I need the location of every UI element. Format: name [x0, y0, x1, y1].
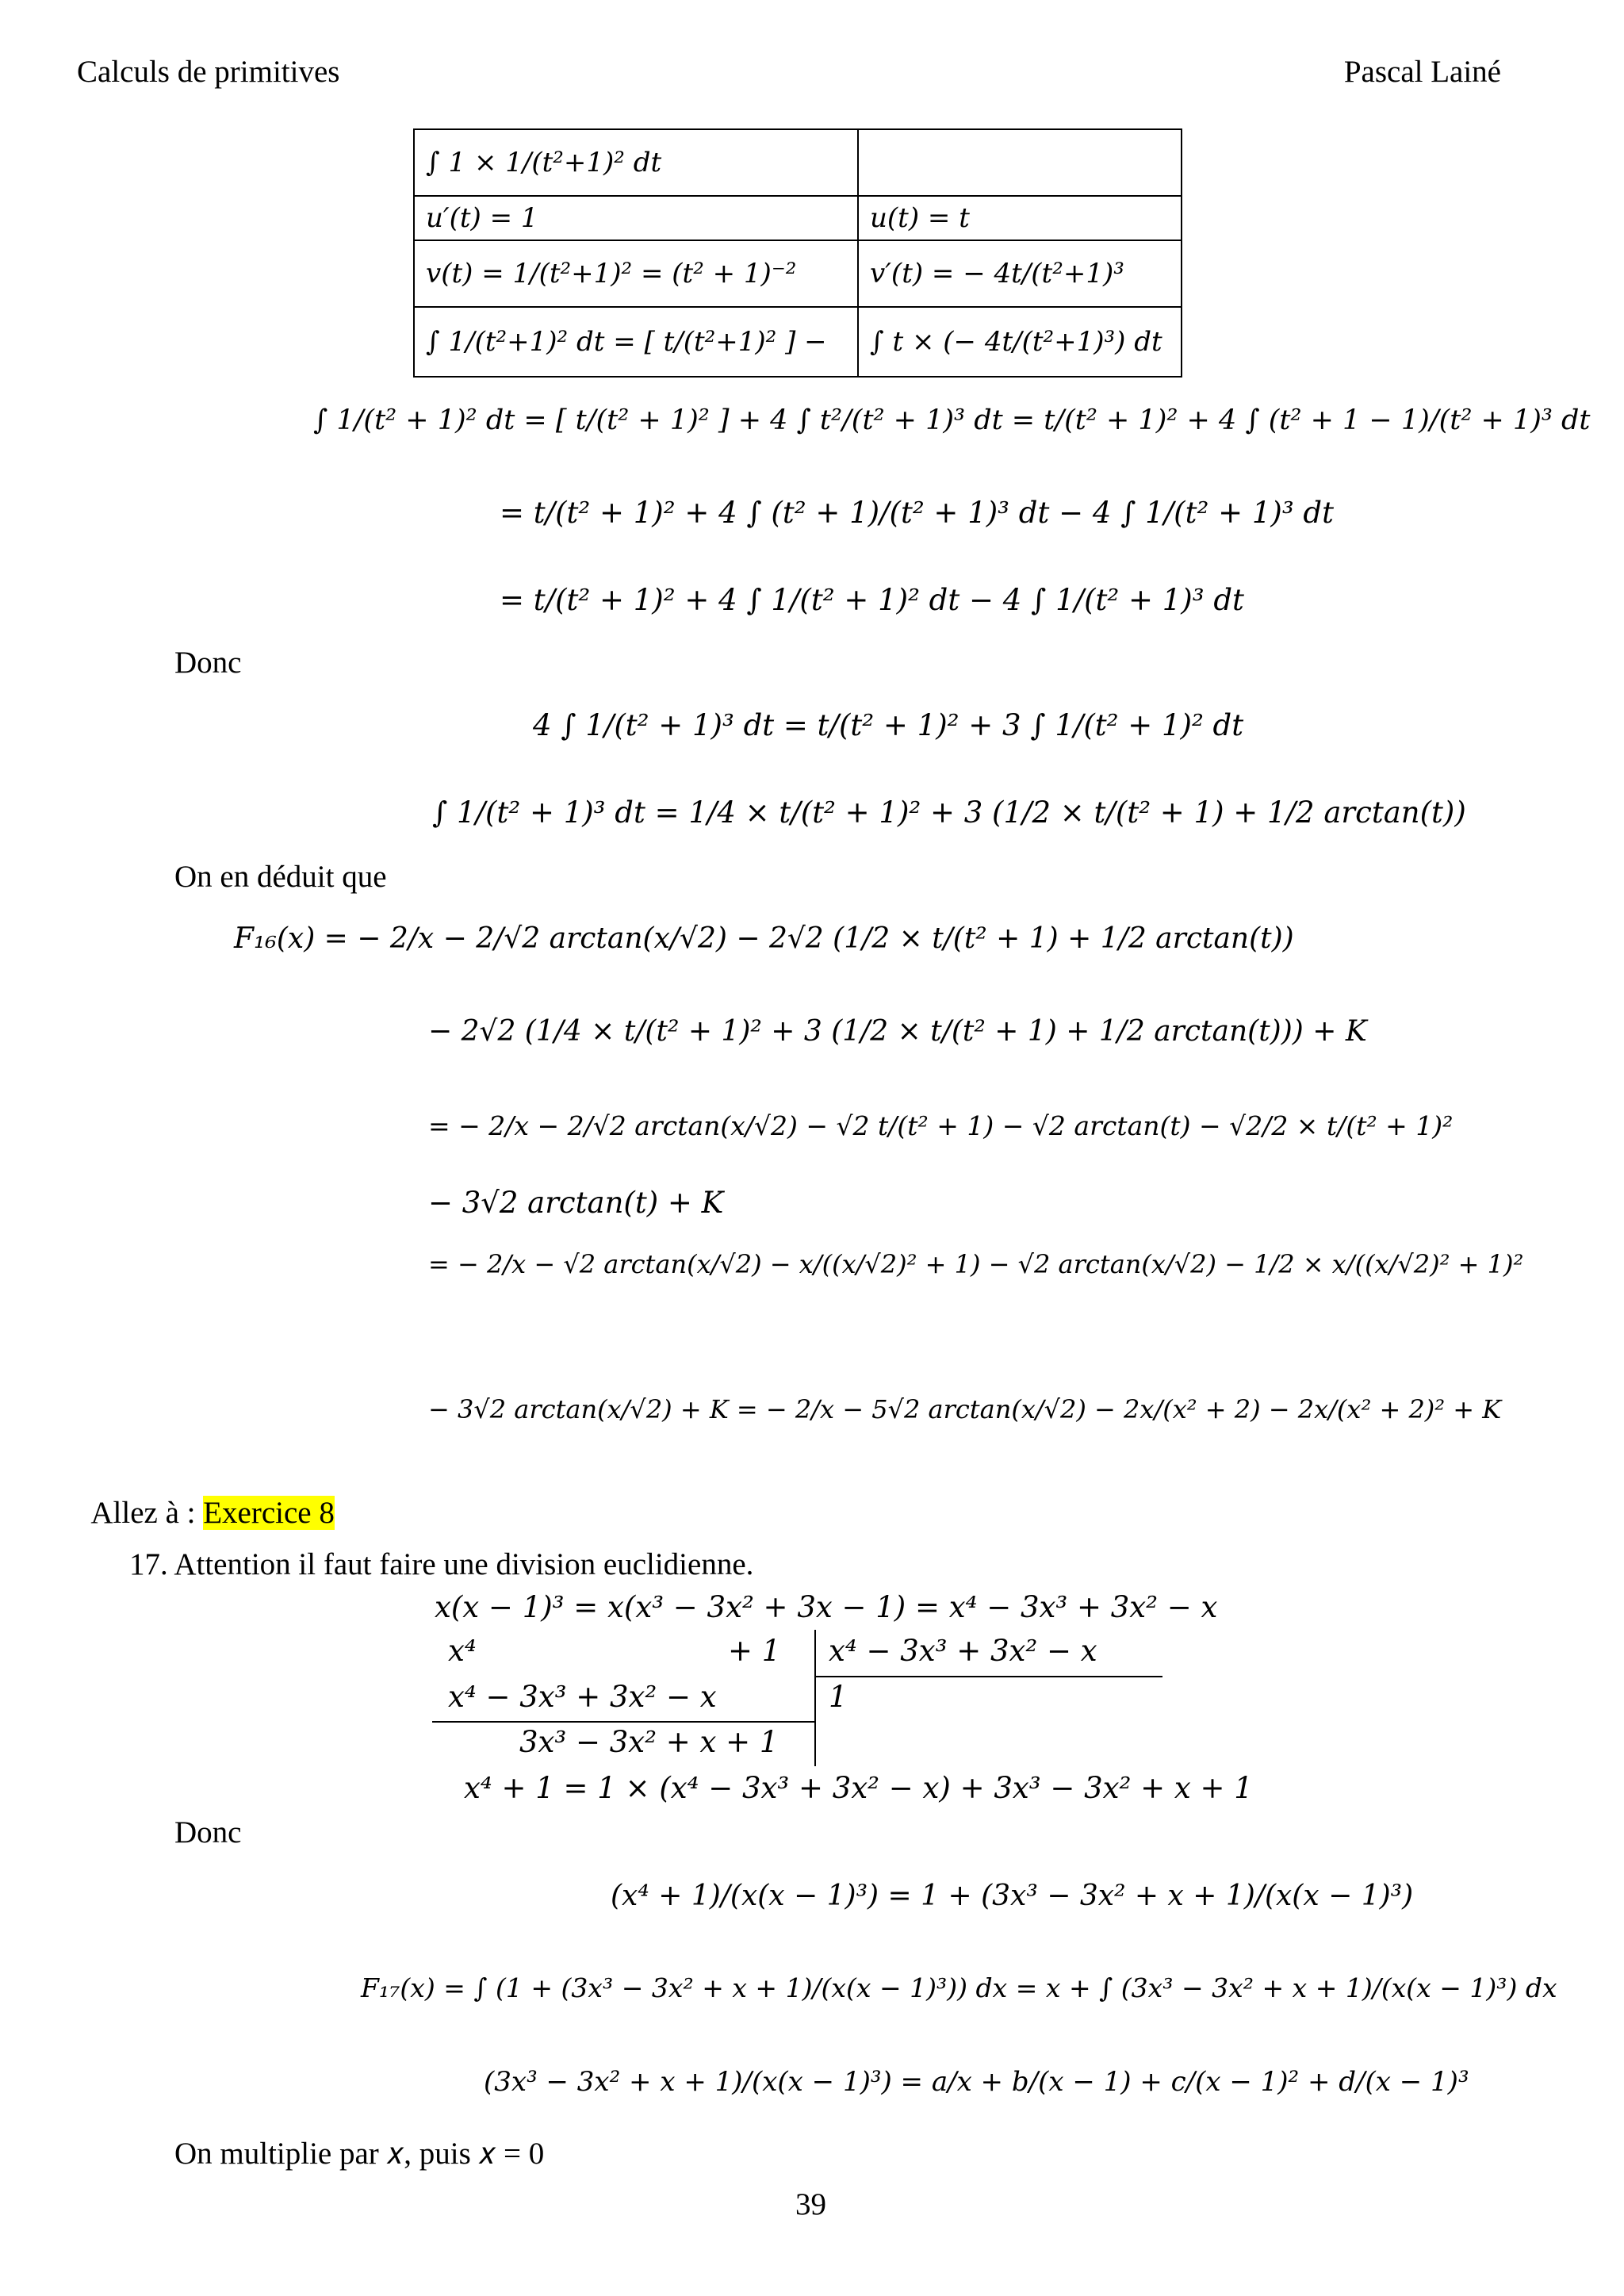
equation-line: 4 ∫ 1/(t² + 1)³ dt = t/(t² + 1)² + 3 ∫ 1/(t² + 1)² dt [533, 708, 1244, 742]
subtraction-rule [432, 1721, 816, 1723]
header-left: Calculs de primitives [77, 55, 340, 89]
division-identity: x⁴ + 1 = 1 × (x⁴ − 3x³ + 3x² − x) + 3x³ − 3x² + x + 1 [464, 1771, 1253, 1805]
header-right: Pascal Lainé [1343, 55, 1501, 89]
divisor-underline [816, 1676, 1162, 1677]
equation-line: (x⁴ + 1)/(x(x − 1)³) = 1 + (3x³ − 3x² + x + 1)/(x(x − 1)³) [611, 1880, 1414, 1912]
item-17-heading: 17. Attention il faut faire une division euclidienne. [129, 1547, 754, 1581]
exercice-8-link[interactable]: Exercice 8 [203, 1496, 335, 1530]
multiplie-line: On multiplie par 𝑥, puis 𝑥 = 0 [174, 2137, 545, 2171]
dividend-term: x⁴ [448, 1634, 477, 1668]
equation-line: = t/(t² + 1)² + 4 ∫ 1/(t² + 1)² dt − 4 ∫ 1/(t² + 1)³ dt [500, 583, 1244, 617]
dividend-term: + 1 [728, 1634, 781, 1668]
equation-f16: F₁₆(x) = − 2/x − 2/√2 arctan(x/√2) − 2√2 (1/2 × t/(t² + 1) + 1/2 arctan(t)) [234, 922, 1294, 955]
equation-f17: F₁₇(x) = ∫ (1 + (3x³ − 3x² + x + 1)/(x(x − 1)³)) dx = x + ∫ (3x³ − 3x² + x + 1)/(x(x − 1)³) dx [361, 1972, 1557, 2003]
subtracted-term: x⁴ − 3x³ + 3x² − x [448, 1680, 717, 1714]
table-cell: u′(t) = 1 [414, 196, 858, 240]
expansion-line: x(x − 1)³ = x(x³ − 3x² + 3x − 1) = x⁴ − 3x³ + 3x² − x [435, 1590, 1218, 1624]
divisor: x⁴ − 3x³ + 3x² − x [829, 1634, 1097, 1668]
table-cell: v(t) = 1/(t²+1)² = (t² + 1)⁻² [414, 240, 858, 307]
equation-ibp-result: ∫ 1/(t² + 1)² dt = [ t/(t² + 1)² ] + 4 ∫ t²/(t² + 1)³ dt = t/(t² + 1)² + 4 ∫ (t² + 1 − 1)/(t² + 1)³ dt [313, 404, 1591, 436]
table-cell [858, 129, 1182, 196]
remainder: 3x³ − 3x² + x + 1 [519, 1725, 779, 1759]
table-cell: ∫ 1 × 1/(t²+1)² dt [414, 129, 858, 196]
equation-line: − 2√2 (1/4 × t/(t² + 1)² + 3 (1/2 × t/(t² + 1) + 1/2 arctan(t))) + K [428, 1015, 1367, 1048]
table-cell: ∫ 1/(t²+1)² dt = [ t/(t²+1)² ] − [414, 307, 858, 377]
division-vertical-rule [814, 1630, 816, 1766]
table-cell: u(t) = t [858, 196, 1182, 240]
allez-line [77, 1459, 335, 1531]
equation-line: = t/(t² + 1)² + 4 ∫ (t² + 1)/(t² + 1)³ dt − 4 ∫ 1/(t² + 1)³ dt [500, 496, 1334, 530]
equation-line: − 3√2 arctan(t) + K [428, 1186, 724, 1220]
table-cell: v′(t) = − 4t/(t²+1)³ [858, 240, 1182, 307]
equation-line: = − 2/x − 2/√2 arctan(x/√2) − √2 t/(t² + 1) − √2 arctan(t) − √2/2 × t/(t² + 1)² [428, 1110, 1454, 1141]
integration-by-parts-table [413, 128, 1182, 378]
page-number: 39 [795, 2187, 826, 2221]
donc-label: Donc [174, 646, 242, 680]
donc-label-2: Donc [174, 1815, 242, 1849]
equation-line: = − 2/x − √2 arctan(x/√2) − x/((x/√2)² + 1) − √2 arctan(x/√2) − 1/2 × x/((x/√2)² + 1)² [428, 1249, 1524, 1279]
deduit-label: On en déduit que [174, 860, 387, 894]
partial-fractions: (3x³ − 3x² + x + 1)/(x(x − 1)³) = a/x + b/(x − 1) + c/(x − 1)² + d/(x − 1)³ [484, 2066, 1469, 2098]
equation-line: − 3√2 arctan(x/√2) + K = − 2/x − 5√2 arctan(x/√2) − 2x/(x² + 2) − 2x/(x² + 2)² + K [428, 1394, 1502, 1424]
allez-prefix: Allez à : [90, 1496, 204, 1530]
quotient: 1 [829, 1680, 848, 1714]
table-cell: ∫ t × (− 4t/(t²+1)³) dt [858, 307, 1182, 377]
equation-line: ∫ 1/(t² + 1)³ dt = 1/4 × t/(t² + 1)² + 3 (1/2 × t/(t² + 1) + 1/2 arctan(t)) [432, 795, 1466, 830]
